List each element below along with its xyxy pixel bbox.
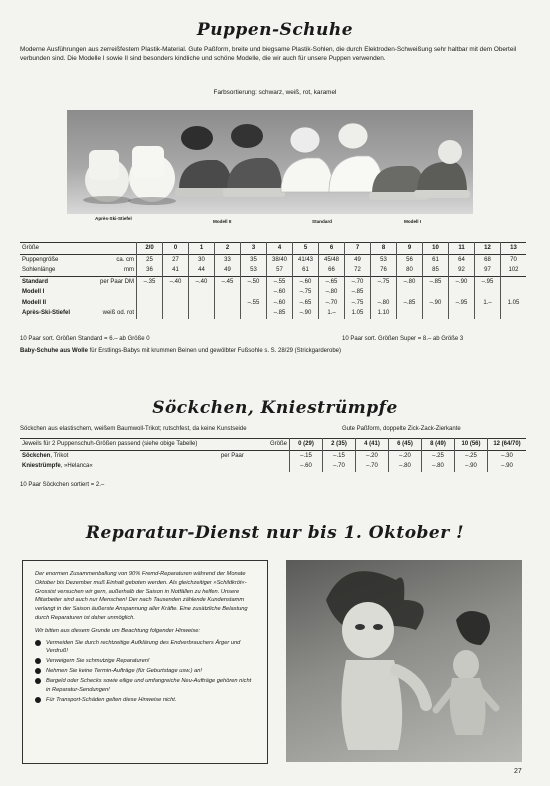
- kneesocks-price-cell: –.80: [389, 461, 422, 472]
- row-value-cell: –.80: [397, 276, 423, 287]
- row-value-cell: [189, 298, 215, 309]
- kneesocks-price-cell: –.70: [323, 461, 356, 472]
- bullet-dot-icon: [35, 678, 41, 684]
- socks-size-cell: 0 (29): [290, 439, 323, 451]
- shoe-table-row: [20, 276, 526, 287]
- size-cell: 8: [371, 243, 397, 255]
- socks-sort-line: 10 Paar Söckchen sortiert = 2.–: [20, 482, 105, 488]
- row-value-cell: –.45: [215, 276, 241, 287]
- socks-row: [20, 450, 526, 461]
- size-cell: 2/0: [137, 243, 163, 255]
- row-unit: [87, 298, 137, 309]
- bullet-dot-icon: [35, 668, 41, 674]
- baby-shoes-text: für Erstlings-Babys mit krummen Beinen und gewölbter Fußsohle s. S. 28/29 (Strickgarderobe): [89, 348, 342, 354]
- row-value-cell: 41: [163, 265, 189, 276]
- repair-bullet-list: [35, 639, 257, 705]
- row-value-cell: 53: [371, 254, 397, 265]
- socks-size-cell: 4 (41): [356, 439, 389, 451]
- socks-price-cell: –.25: [455, 450, 488, 461]
- socks-price-cell: –.20: [356, 450, 389, 461]
- socks-price-cell: –.30: [488, 450, 527, 461]
- shoe-table-row: [20, 308, 526, 319]
- row-value-cell: –.75: [293, 287, 319, 298]
- row-value-cell: [501, 287, 527, 298]
- row-value-cell: –.80: [319, 287, 345, 298]
- row-value-cell: [215, 298, 241, 309]
- row-value-cell: 92: [449, 265, 475, 276]
- socks-size-cell: 10 (56): [455, 439, 488, 451]
- row-value-cell: [215, 287, 241, 298]
- row-unit: per Paar DM: [99, 278, 134, 285]
- row-value-cell: [137, 298, 163, 309]
- size-cell: 11: [449, 243, 475, 255]
- page-number: 27: [514, 768, 522, 775]
- row-value-cell: 61: [423, 254, 449, 265]
- row-value-cell: [215, 308, 241, 319]
- damaged-dolls-photo: [286, 560, 522, 762]
- baby-shoes-title: Baby-Schuhe aus Wolle: [20, 348, 88, 354]
- kneesocks-row-label: Kniestrümpfe, »Helanca«: [22, 463, 93, 470]
- row-value-cell: –.90: [449, 276, 475, 287]
- row-value-cell: 1.–: [319, 308, 345, 319]
- socks-intro: Söckchen aus elastischem, weißem Baumwoll-Trikot; rutschfest, da keine Kunstseide: [20, 426, 247, 432]
- row-value-cell: 45/48: [319, 254, 345, 265]
- row-value-cell: 49: [345, 254, 371, 265]
- repair-request: Wir bitten aus diesem Grunde um Beachtung folgender Hinweise:: [35, 627, 200, 634]
- socks-row-label: Söckchen, Trikot: [22, 452, 69, 459]
- row-value-cell: 25: [137, 254, 163, 265]
- row-value-cell: –.50: [241, 276, 267, 287]
- row-unit: [87, 287, 137, 298]
- row-value-cell: 1.10: [371, 308, 397, 319]
- caption-modell-i: Modell I: [404, 219, 422, 224]
- row-value-cell: 30: [189, 254, 215, 265]
- repair-bullet: Vermeiden Sie durch rechtzeitige Aufklärung des Endverbrauchers Ärger und Verdruß!: [35, 639, 257, 656]
- row-value-cell: –.85: [423, 276, 449, 287]
- row-value-cell: 80: [397, 265, 423, 276]
- row-value-cell: [241, 287, 267, 298]
- row-value-cell: 38/40: [267, 254, 293, 265]
- caption-standard: Standard: [312, 219, 332, 224]
- row-value-cell: 66: [319, 265, 345, 276]
- size-cell: 1: [189, 243, 215, 255]
- row-value-cell: 97: [475, 265, 501, 276]
- socks-price-cell: –.25: [422, 450, 455, 461]
- size-cell: 7: [345, 243, 371, 255]
- row-value-cell: [449, 287, 475, 298]
- row-label: Modell II: [22, 299, 46, 306]
- row-value-cell: 70: [501, 254, 527, 265]
- row-value-cell: –.40: [163, 276, 189, 287]
- row-value-cell: [189, 287, 215, 298]
- size-cell: 2: [215, 243, 241, 255]
- size-cell: 0: [163, 243, 189, 255]
- row-value-cell: [449, 308, 475, 319]
- row-value-cell: –.75: [345, 298, 371, 309]
- caption-modell-ii: Modell II: [213, 219, 232, 224]
- row-value-cell: –.40: [189, 276, 215, 287]
- row-value-cell: [163, 287, 189, 298]
- row-label: Modell I: [22, 289, 45, 296]
- row-value-cell: [397, 308, 423, 319]
- sort-super-line: 10 Paar sort. Größen Super = 8.– ab Größe 3: [342, 336, 464, 342]
- row-value-cell: –.60: [293, 276, 319, 287]
- shoes-intro: Moderne Ausführungen aus zerreißfestem Plastik-Material. Gute Paßform, breite und biegsame Plastik-Sohlen, die durch Elektroden-Schweißung sehr haltbar mit dem Oberteil verbunden sind. Die Modelle I sowie II sind besonders kindliche und schöne Modelle, die wir auch für unsere Puppen verwenden.: [20, 46, 517, 62]
- row-value-cell: 53: [241, 265, 267, 276]
- row-value-cell: 85: [423, 265, 449, 276]
- socks-price-cell: –.20: [389, 450, 422, 461]
- size-row: [20, 243, 526, 255]
- apres-ski-boots-image: [83, 146, 176, 205]
- row-label: Sohlenlänge: [22, 267, 56, 274]
- socks-size-cell: 2 (35): [323, 439, 356, 451]
- row-value-cell: –.85: [397, 298, 423, 309]
- row-unit: mm: [124, 267, 134, 274]
- row-value-cell: [371, 287, 397, 298]
- color-options: Farbsortierung: schwarz, weiß, rot, karamel: [213, 89, 337, 96]
- socks-table: [20, 438, 526, 472]
- row-value-cell: [475, 287, 501, 298]
- row-value-cell: 49: [215, 265, 241, 276]
- row-value-cell: [241, 308, 267, 319]
- row-value-cell: –.65: [293, 298, 319, 309]
- bullet-dot-icon: [35, 640, 41, 646]
- row-value-cell: [189, 308, 215, 319]
- repair-bullet: Nehmen Sie keine Termin-Aufträge (für Geburtstage usw.) an!: [35, 667, 257, 676]
- modell-ii-image: [175, 124, 285, 197]
- modell-i-image: [369, 140, 470, 200]
- row-value-cell: –.90: [423, 298, 449, 309]
- socks-title: Söckchen, Kniestrümpfe: [152, 398, 398, 418]
- row-value-cell: 1.–: [475, 298, 501, 309]
- row-value-cell: –.80: [371, 298, 397, 309]
- repair-paragraph: Der enormen Zusammenballung von 90% Fremd-Reparaturen während der Monate Oktober bis Dezember muß Einhalt geboten werden. Als gleichzeitiger »Schildkröt«-Grossist versuchen wir gern, außerhalb der Saison in Notfällen zu helfen. Unsere Mitarbeiter sind auch nur Menschen! Der nach Tausenden zählende Kundenstamm verlangt in der Saison äußerste Anspannung aller Kräfte. Eine zusätzliche Belastung durch Reparaturen ist daher unmöglich.: [35, 571, 248, 621]
- socks-size-cell: 6 (45): [389, 439, 422, 451]
- caption-apres-ski: Après-Ski-Stiefel: [95, 216, 132, 221]
- row-value-cell: [163, 298, 189, 309]
- socks-table-note: Jeweils für 2 Puppenschuh-Größen passend (siehe obige Tabelle): [22, 441, 198, 448]
- row-value-cell: 35: [241, 254, 267, 265]
- kneesocks-row: [20, 461, 526, 472]
- size-cell: 3: [241, 243, 267, 255]
- row-value-cell: [501, 276, 527, 287]
- damaged-dolls-illustration: [286, 560, 522, 762]
- repair-bullet: Bargeld oder Schecks sowie eilige und umfangreiche Neu-Aufträge gehören nicht in Reparatur-Sendungen!: [35, 677, 257, 694]
- row-value-cell: –.55: [241, 298, 267, 309]
- row-value-cell: –.35: [137, 276, 163, 287]
- shoes-size-table: [20, 242, 526, 319]
- row-value-cell: 33: [215, 254, 241, 265]
- row-value-cell: 64: [449, 254, 475, 265]
- row-value-cell: 1.05: [501, 298, 527, 309]
- sort-standard-line: 10 Paar sort. Größen Standard = 6.– ab Größe 0: [20, 336, 150, 342]
- size-cell: 6: [319, 243, 345, 255]
- kneesocks-price-cell: –.70: [356, 461, 389, 472]
- row-value-cell: 56: [397, 254, 423, 265]
- row-value-cell: [397, 287, 423, 298]
- kneesocks-price-cell: –.80: [422, 461, 455, 472]
- row-value-cell: –.55: [267, 276, 293, 287]
- row-value-cell: –.60: [267, 298, 293, 309]
- size-header-label: Größe: [22, 245, 40, 252]
- row-value-cell: 57: [267, 265, 293, 276]
- baby-shoes-line: [20, 348, 530, 354]
- row-unit: ca. cm: [116, 256, 134, 263]
- row-value-cell: –.90: [293, 308, 319, 319]
- socks-size-cell: 12 (64/70): [488, 439, 527, 451]
- socks-fit: Gute Paßform, doppelte Zick-Zack-Zierkante: [342, 426, 461, 432]
- shoe-table-row: [20, 254, 526, 265]
- row-value-cell: –.95: [475, 276, 501, 287]
- row-value-cell: [423, 287, 449, 298]
- repair-bullet: Verweigern Sie schmutzige Reparaturen!: [35, 657, 257, 666]
- size-cell: 5: [293, 243, 319, 255]
- row-value-cell: –.70: [345, 276, 371, 287]
- row-value-cell: 36: [137, 265, 163, 276]
- row-value-cell: 102: [501, 265, 527, 276]
- row-label: Après-Ski-Stiefel: [22, 310, 71, 317]
- row-value-cell: [475, 308, 501, 319]
- size-cell: 13: [501, 243, 527, 255]
- row-value-cell: [163, 308, 189, 319]
- row-value-cell: 61: [293, 265, 319, 276]
- row-value-cell: [501, 308, 527, 319]
- size-cell: 4: [267, 243, 293, 255]
- row-value-cell: –.70: [319, 298, 345, 309]
- row-label: Standard: [22, 278, 49, 285]
- size-cell: 12: [475, 243, 501, 255]
- shoes-photo: [67, 110, 473, 214]
- row-value-cell: –.85: [345, 287, 371, 298]
- shoe-table-row: [20, 287, 526, 298]
- row-unit: weiß od. rot: [102, 310, 134, 317]
- kneesocks-price-cell: –.90: [455, 461, 488, 472]
- row-value-cell: –.65: [319, 276, 345, 287]
- socks-size-row: [20, 439, 526, 451]
- row-value-cell: [137, 308, 163, 319]
- shoe-table-row: [20, 298, 526, 309]
- socks-size-label: Größe: [269, 441, 287, 448]
- row-value-cell: [423, 308, 449, 319]
- socks-price-cell: –.15: [323, 450, 356, 461]
- repair-bullet: Für Transport-Schäden gelten diese Hinweise nicht.: [35, 696, 257, 705]
- shoe-table-row: [20, 265, 526, 276]
- repair-title: Reparatur-Dienst nur bis 1. Oktober !: [85, 523, 465, 543]
- row-value-cell: –.95: [449, 298, 475, 309]
- bullet-dot-icon: [35, 697, 41, 703]
- row-value-cell: 44: [189, 265, 215, 276]
- row-value-cell: 72: [345, 265, 371, 276]
- socks-row-unit: per Paar: [220, 452, 244, 459]
- shoes-illustration: [67, 110, 473, 214]
- row-value-cell: –.60: [267, 287, 293, 298]
- size-cell: 10: [423, 243, 449, 255]
- kneesocks-price-cell: –.60: [290, 461, 323, 472]
- socks-size-cell: 8 (49): [422, 439, 455, 451]
- row-value-cell: 1.05: [345, 308, 371, 319]
- standard-image: [281, 123, 383, 192]
- row-value-cell: –.85: [267, 308, 293, 319]
- row-value-cell: –.75: [371, 276, 397, 287]
- row-value-cell: 41/43: [293, 254, 319, 265]
- row-value-cell: [137, 287, 163, 298]
- socks-price-cell: –.15: [290, 450, 323, 461]
- repair-notice-box: [22, 560, 268, 764]
- size-cell: 9: [397, 243, 423, 255]
- row-value-cell: 68: [475, 254, 501, 265]
- shoes-title: Puppen-Schuhe: [196, 20, 354, 40]
- kneesocks-price-cell: –.90: [488, 461, 527, 472]
- row-value-cell: 76: [371, 265, 397, 276]
- bullet-dot-icon: [35, 658, 41, 664]
- row-value-cell: 27: [163, 254, 189, 265]
- row-label: Puppengröße: [22, 256, 59, 263]
